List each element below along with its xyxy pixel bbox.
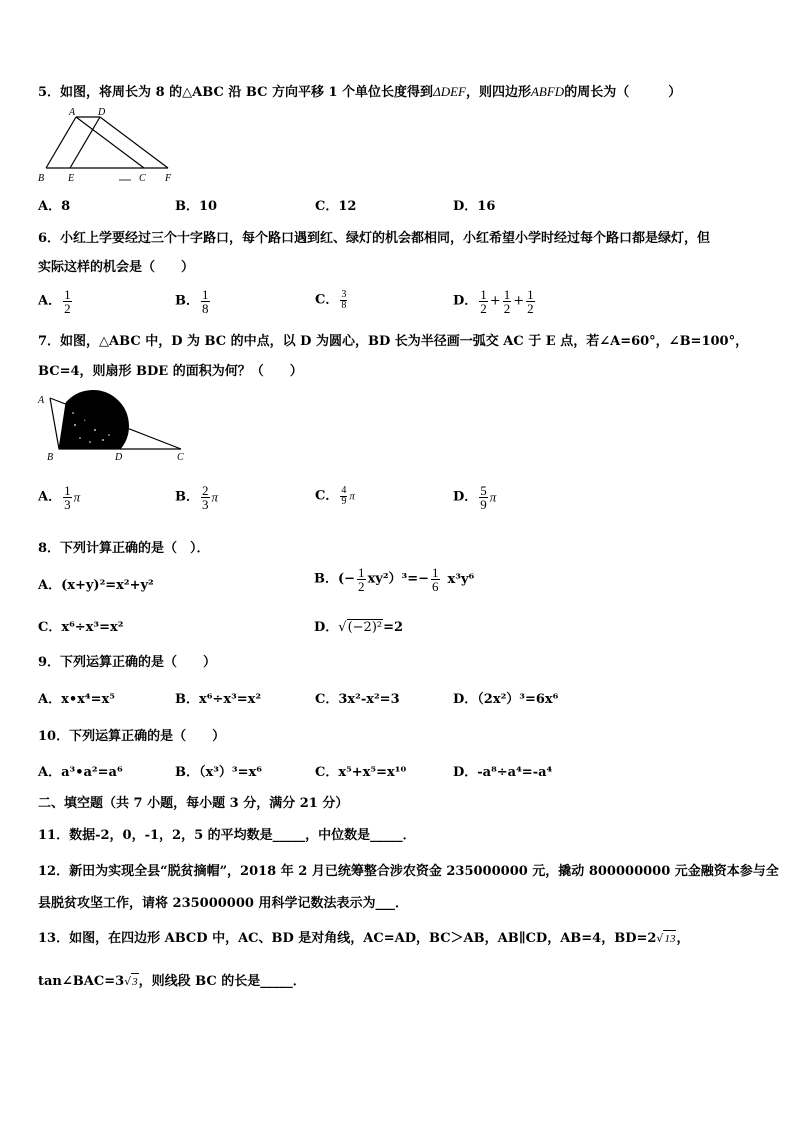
- q7-option-c[interactable]: [315, 486, 355, 507]
- q5-stem-a: 5．如图，将周长为 8 的△ABC 沿 BC 方向平移 1 个单位长度得到: [38, 85, 434, 100]
- q7-line2: BC=4，则扇形 BDE 的面积为何？（ ）: [38, 364, 303, 379]
- q5-figure: [35, 106, 185, 188]
- q7-option-a-frac: $\frac{1}{3}$: [64, 483, 71, 512]
- q7-label-c: C: [177, 452, 184, 463]
- q6-plus-2: +: [513, 293, 525, 309]
- q10-option-c[interactable]: C．x⁵+x⁵=x¹⁰: [315, 765, 407, 780]
- q6-option-b-frac: $\frac{1}{8}$: [202, 287, 209, 316]
- q6-plus-1: +: [489, 293, 501, 309]
- q6-option-d-frac2: $\frac{1}{2}$: [503, 287, 511, 316]
- q8-option-d-pre: D．: [314, 620, 339, 635]
- q13-line2-pre: tan∠BAC=3: [38, 974, 125, 989]
- q5-stem-b: ，则四边形: [465, 85, 531, 100]
- q7-label-d: D: [115, 452, 123, 463]
- q5-option-a[interactable]: A．8: [38, 199, 71, 214]
- q13-line1-radicand: 13: [663, 930, 676, 947]
- q7-option-b-pi: π: [211, 489, 219, 505]
- q9-option-d[interactable]: D．（2x²）³=6x⁶: [453, 692, 559, 707]
- q5-label-e: E: [68, 173, 75, 184]
- q6-option-d-label: D．: [453, 293, 478, 309]
- q8-option-b[interactable]: [314, 566, 474, 593]
- q5-label-d: D: [98, 107, 106, 118]
- q5-def: ΔDEF: [433, 84, 466, 99]
- q6-option-d-frac3: $\frac{1}{2}$: [527, 287, 534, 316]
- q8-option-b-post: x³y⁶: [447, 571, 475, 587]
- q7-label-a: A: [38, 395, 45, 406]
- q8-option-d[interactable]: [314, 619, 403, 636]
- q8-option-b-pre: B．(−: [314, 571, 356, 587]
- q8-option-b-mid: xy²）³=−: [367, 571, 430, 587]
- q7-option-c-frac: $\frac{4}{9}$: [341, 485, 347, 507]
- q7-option-d-label: D．: [453, 489, 478, 505]
- q5-option-c[interactable]: C．12: [315, 199, 357, 214]
- q6-option-b-label: B．: [175, 293, 199, 309]
- q5-stem-c: 的周长为（ ）: [564, 85, 682, 100]
- q13-line2-radicand: 3: [131, 973, 139, 990]
- q7-line1: 7．如图，△ABC 中，D 为 BC 的中点，以 D 为圆心，BD 长为半径画一弧交 AC 于 E 点，若∠A=60°，∠B=100°，: [38, 334, 749, 349]
- q8-option-d-post: =2: [383, 620, 404, 635]
- q7-figure: [35, 390, 195, 466]
- q5-option-d[interactable]: D．16: [453, 199, 496, 214]
- q9-option-c[interactable]: C．3x²-x²=3: [315, 692, 400, 707]
- section-heading: 二、填空题（共 7 小题，每小题 3 分，满分 21 分）: [38, 796, 349, 811]
- q12-line2: 县脱贫攻坚工作，请将 235000000 用科学记数法表示为___．: [38, 896, 408, 911]
- q7-option-b[interactable]: [175, 484, 218, 511]
- radical-icon: √: [338, 620, 347, 635]
- q6-option-d[interactable]: [453, 288, 537, 315]
- q7-option-d[interactable]: [453, 484, 496, 511]
- q9-option-a[interactable]: A．x•x⁴=x⁵: [38, 692, 115, 707]
- q8-stem: 8．下列计算正确的是（ ）．: [38, 541, 210, 556]
- q6-option-c[interactable]: [315, 290, 349, 311]
- q6-option-c-label: C．: [315, 292, 339, 308]
- q5-label-b: B: [38, 173, 45, 184]
- q10-option-b[interactable]: B．（x³）³=x⁶: [175, 765, 262, 780]
- q5-label-a: A: [69, 107, 76, 118]
- q7-label-e: E: [71, 397, 78, 408]
- q5-label-c: C: [139, 173, 146, 184]
- q7-option-b-frac: $\frac{2}{3}$: [202, 483, 209, 512]
- radical-icon: √: [656, 932, 664, 945]
- q5-abfd: ABFD: [530, 84, 565, 99]
- q12-line1: 12．新田为实现全县“脱贫摘帽”，2018 年 2 月已统筹整合涉农资金 235000000 元，撬动 800000000 元金融资本参与全: [38, 864, 779, 879]
- q9-option-b[interactable]: B．x⁶÷x³=x²: [175, 692, 262, 707]
- q6-option-a-frac: $\frac{1}{2}$: [64, 287, 71, 316]
- q6-option-b[interactable]: [175, 288, 212, 315]
- q7-option-c-label: C．: [315, 488, 339, 504]
- q8-option-a[interactable]: A．(x+y)²=x²+y²: [38, 578, 154, 593]
- q8-option-b-frac: $\frac{1}{2}$: [358, 565, 365, 594]
- q7-option-d-pi: π: [489, 489, 497, 505]
- q5-option-b[interactable]: B．10: [175, 199, 218, 214]
- q10-option-d[interactable]: D．-a⁸÷a⁴=-a⁴: [453, 765, 553, 780]
- q7-option-c-pi: π: [349, 490, 355, 503]
- q6-option-a-label: A．: [38, 293, 62, 309]
- q13-line1-post: ，: [676, 931, 690, 946]
- q5-label-f: F: [165, 173, 172, 184]
- q7-option-a-label: A．: [38, 489, 62, 505]
- q6-line1: 6．小红上学要经过三个十字路口，每个路口遇到红、绿灯的机会都相同，小红希望小学时经过每个路口都是绿灯，但: [38, 231, 711, 246]
- q8-option-c[interactable]: C．x⁶÷x³=x²: [38, 620, 124, 635]
- q8-option-d-radicand: (−2)²: [347, 620, 383, 635]
- q7-option-d-frac: $\frac{5}{9}$: [480, 483, 487, 512]
- q6-option-c-frac: $\frac{3}{8}$: [341, 289, 347, 311]
- q6-option-a[interactable]: [38, 288, 74, 315]
- q8-option-b-frac2: $\frac{1}{6}$: [432, 565, 439, 594]
- q7-option-a[interactable]: [38, 484, 80, 511]
- q13-line2: [38, 973, 306, 990]
- q10-stem: 10．下列运算正确的是（ ）: [38, 729, 226, 744]
- q7-label-b: B: [47, 452, 54, 463]
- q13-line1: [38, 930, 689, 947]
- q7-option-b-label: B．: [175, 489, 199, 505]
- q11: 11．数据-2，0，-1，2，5 的平均数是_____，中位数是_____．: [38, 828, 416, 843]
- q5-stem: [38, 84, 681, 101]
- q9-stem: 9．下列运算正确的是（ ）: [38, 655, 217, 670]
- q7-option-a-pi: π: [73, 489, 81, 505]
- q13-line2-post: ，则线段 BC 的长是_____．: [138, 974, 306, 989]
- q6-line2: 实际这样的机会是（ ）: [38, 260, 195, 275]
- radical-icon: √: [124, 975, 132, 988]
- q10-option-a[interactable]: A．a³•a²=a⁶: [38, 765, 123, 780]
- q13-line1-pre: 13．如图，在四边形 ABCD 中，AC、BD 是对角线，AC=AD，BC＞AB，AB∥CD，AB=4，BD=2: [38, 931, 657, 946]
- q6-option-d-frac1: $\frac{1}{2}$: [480, 287, 487, 316]
